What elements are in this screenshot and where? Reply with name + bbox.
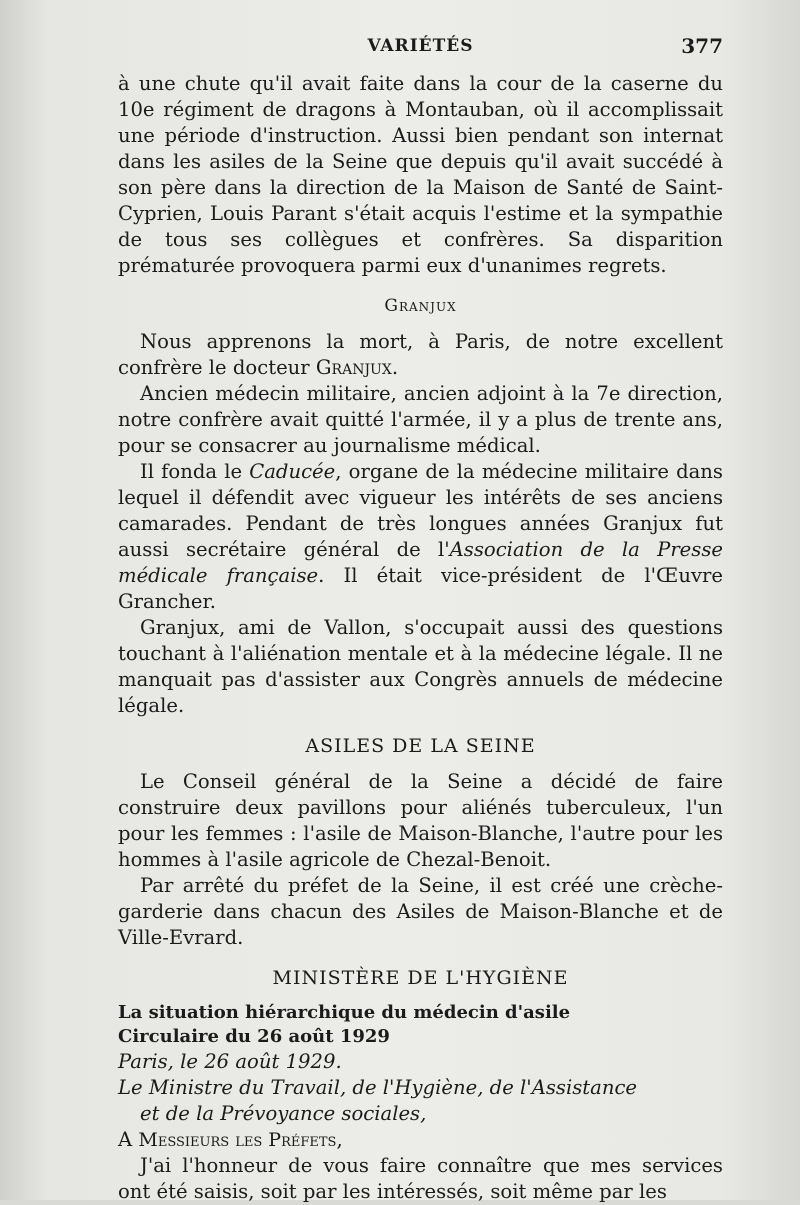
section-heading-asiles: ASILES DE LA SEINE: [305, 735, 536, 757]
running-head: VARIÉTÉS: [367, 36, 474, 56]
granjux-p3-c: . Il était vice-président de l'Œuvre Grancher.: [118, 564, 723, 613]
association-title: Association de la Presse médicale française: [118, 538, 723, 587]
granjux-paragraph-3: [118, 459, 723, 615]
signatory-line-2: et de la Prévoyance sociales,: [140, 1102, 427, 1125]
granjux-paragraph-1: [118, 329, 723, 381]
granjux-p1-end: .: [391, 356, 399, 379]
circular-paragraph-1: J'ai l'honneur de vous faire connaître que mes services ont été saisis, soit par les intéressés, soit même par les: [118, 1154, 723, 1203]
addressee-prefix: A: [118, 1128, 139, 1151]
section-heading-ministere: MINISTÈRE DE L'HYGIÈNE: [272, 967, 569, 989]
section-heading-granjux: Granjux: [384, 296, 457, 316]
asiles-paragraph-1: Le Conseil général de la Seine a décidé de faire construire deux pavillons pour aliénés tuberculeux, l'un pour les femmes : l'asile de Maison-Blanche, l'autre pour les hommes à l'asile agricole de Chezal-Benoit.: [118, 770, 723, 871]
addressee-suffix: ,: [336, 1128, 343, 1151]
granjux-p3-b: , organe de la médecine militaire dans lequel il défendit avec vigueur les intérêts de ses anciens camarades. Pendant de très longues années Granjux fut aussi secrétaire général de l': [118, 460, 723, 561]
dateline: Paris, le 26 août 1929.: [118, 1050, 342, 1073]
granjux-p1-text: Nous apprenons la mort, à Paris, de notre excellent confrère le docteur: [118, 330, 723, 379]
granjux-name: Granjux: [315, 356, 392, 379]
granjux-paragraph-2: Ancien médecin militaire, ancien adjoint à la 7e direction, notre confrère avait quitté l'armée, il y a plus de trente ans, pour se consacrer au journalisme médical.: [118, 382, 723, 457]
circular-subheading-2: Circulaire du 26 août 1929: [118, 1026, 390, 1047]
signatory-line-1: Le Ministre du Travail, de l'Hygiène, de l'Assistance: [118, 1076, 638, 1099]
addressee: [118, 1127, 723, 1153]
caducee-title: Caducée: [249, 460, 336, 483]
circular-subheading-1: La situation hiérarchique du médecin d'asile: [118, 1002, 571, 1023]
granjux-paragraph-4: Granjux, ami de Vallon, s'occupait aussi des questions touchant à l'aliénation mentale et à la médecine légale. Il ne manquait pas d'assister aux Congrès annuels de médecine légale.: [118, 616, 723, 717]
addressee-name: Messieurs les Préfets: [138, 1129, 337, 1151]
page-header: [118, 34, 723, 64]
continuation-paragraph: à une chute qu'il avait faite dans la cour de la caserne du 10e régiment de dragons à Montauban, où il accomplissait une période d'instruction. Aussi bien pendant son internat dans les asiles de la Seine que depuis qu'il avait succédé à son père dans la direction de la Maison de Santé de Saint-Cyprien, Louis Parant s'était acquis l'estime et la sympathie de tous ses collègues et confrères. Sa disparition prématurée provoquera parmi eux d'unanimes regrets.: [118, 72, 723, 277]
signatory: [118, 1075, 723, 1127]
granjux-p3-a: Il fonda le: [140, 460, 250, 483]
page-number: 377: [681, 34, 723, 58]
body-text: [118, 71, 723, 1205]
asiles-paragraph-2: Par arrêté du préfet de la Seine, il est créé une crèche-garderie dans chacun des Asiles de Maison-Blanche et de Ville-Evrard.: [118, 874, 723, 949]
